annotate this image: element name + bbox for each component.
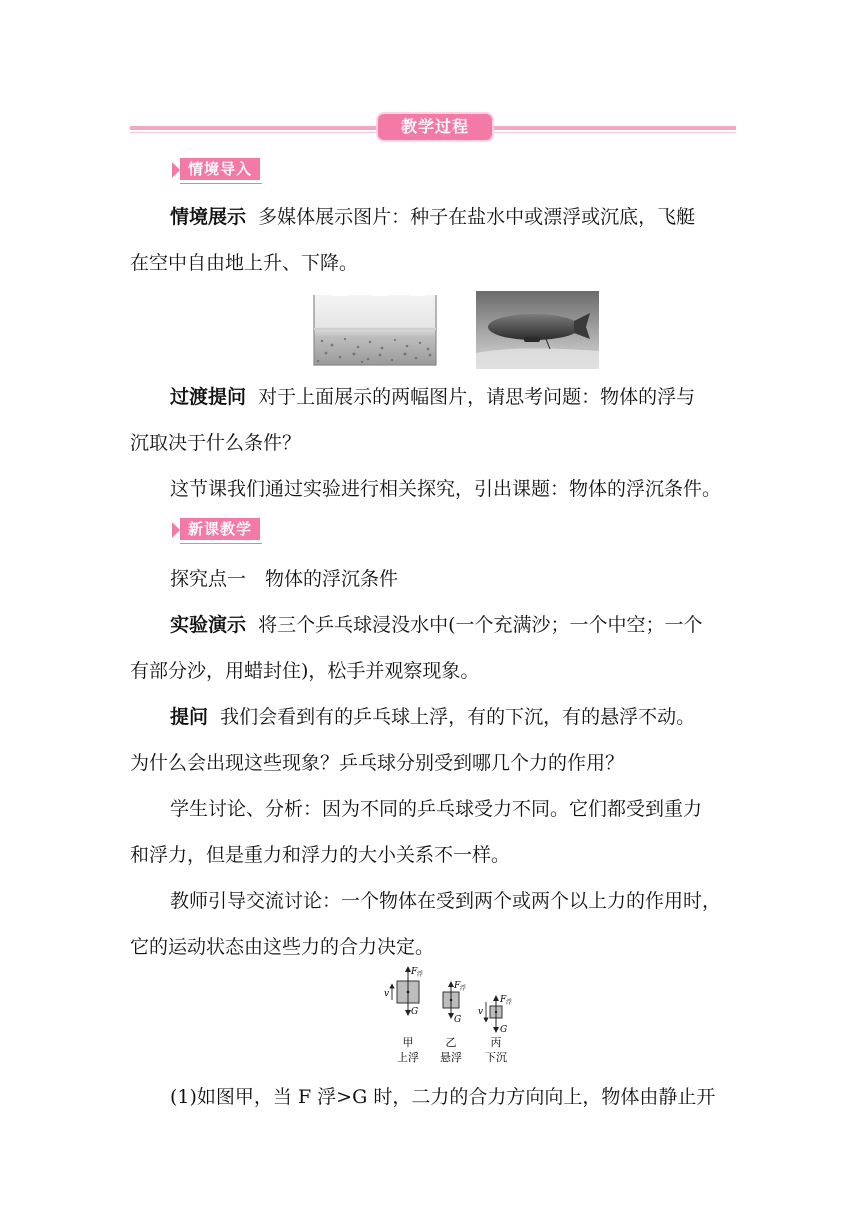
seeds-in-saltwater-image bbox=[310, 291, 440, 369]
velocity-label-a: v bbox=[384, 989, 390, 999]
section-tag-label: 情境导入 bbox=[180, 158, 260, 180]
force-down-label-c: G bbox=[500, 1025, 508, 1035]
force-up-sub-a: 浮 bbox=[417, 971, 424, 978]
buoyancy-force-diagram bbox=[380, 964, 520, 1068]
figure-caption-c: 下沉 bbox=[485, 1051, 507, 1064]
tag-underline bbox=[180, 183, 262, 184]
force-down-label-b: G bbox=[454, 1015, 462, 1025]
tag-underline bbox=[180, 543, 262, 544]
label-experiment: 实验演示 bbox=[170, 614, 247, 636]
velocity-label-c: v bbox=[478, 1007, 484, 1017]
header-rule-right bbox=[492, 126, 736, 130]
paragraph-experiment-cont: 有部分沙，用蜡封住)，松手并观察现象。 bbox=[130, 660, 480, 682]
force-up-sub-b: 浮 bbox=[460, 985, 467, 992]
section-tag-intro bbox=[172, 158, 262, 182]
paragraph-scenario bbox=[130, 198, 738, 236]
paragraph-discussion-cont: 和浮力，但是重力和浮力的大小关系不一样。 bbox=[130, 844, 511, 866]
paragraph-case-one: (1)如图甲，当 F 浮>G 时，二力的合力方向向上，物体由静止开 bbox=[170, 1086, 716, 1108]
paragraph-discussion: 学生讨论、分析：因为不同的乒乓球受力不同。它们都受到重力 bbox=[170, 798, 703, 820]
force-down-label-a: G bbox=[411, 1007, 419, 1017]
text-transition-a: 对于上面展示的两幅图片，请思考问题：物体的浮与 bbox=[258, 386, 696, 408]
tag-arrow-icon bbox=[172, 162, 180, 178]
paragraph-teacher: 教师引导交流讨论：一个物体在受到两个或两个以上力的作用时， bbox=[170, 890, 722, 912]
text-scenario-a: 多媒体展示图片：种子在盐水中或漂浮或沉底，飞艇 bbox=[258, 206, 696, 228]
header-rule-left bbox=[130, 126, 378, 130]
paragraph-transition-cont: 沉取决于什么条件？ bbox=[130, 432, 302, 454]
figure-label-c: 丙 bbox=[490, 1036, 502, 1049]
label-scenario: 情境展示 bbox=[170, 206, 247, 228]
paragraph-transition bbox=[130, 378, 738, 416]
paragraph-question-cont: 为什么会出现这些现象？乒乓球分别受到哪几个力的作用？ bbox=[130, 752, 625, 774]
section-header-badge: 教学过程 bbox=[378, 114, 492, 140]
tag-arrow-icon bbox=[172, 522, 180, 538]
text-question-a: 我们会看到有的乒乓球上浮，有的下沉，有的悬浮不动。 bbox=[220, 706, 696, 728]
section-tag-new bbox=[172, 518, 262, 542]
force-up-label-c: F bbox=[500, 995, 507, 1005]
airship-image bbox=[476, 291, 599, 369]
paragraph-question bbox=[130, 698, 738, 736]
label-transition: 过渡提问 bbox=[170, 386, 247, 408]
section-tag-label: 新课教学 bbox=[180, 518, 260, 540]
paragraph-scenario-cont: 在空中自由地上升、下降。 bbox=[130, 252, 359, 274]
figure-label-b: 乙 bbox=[445, 1036, 457, 1049]
force-up-label-b: F bbox=[454, 981, 461, 991]
label-question: 提问 bbox=[170, 706, 209, 728]
paragraph-topic: 这节课我们通过实验进行相关探究，引出课题：物体的浮沉条件。 bbox=[170, 478, 722, 500]
text-experiment-a: 将三个乒乓球浸没水中(一个充满沙；一个中空；一个 bbox=[258, 614, 703, 636]
paragraph-point-one: 探究点一 物体的浮沉条件 bbox=[170, 568, 399, 590]
header-rule-left-thin bbox=[130, 132, 378, 133]
force-up-sub-c: 浮 bbox=[506, 999, 513, 1006]
figure-label-a: 甲 bbox=[402, 1036, 414, 1049]
paragraph-teacher-cont: 它的运动状态由这些力的合力决定。 bbox=[130, 936, 435, 958]
figure-caption-a: 上浮 bbox=[397, 1051, 419, 1064]
header-rule-right-thin bbox=[492, 132, 736, 133]
force-up-label-a: F bbox=[411, 967, 418, 977]
figure-caption-b: 悬浮 bbox=[440, 1051, 462, 1064]
paragraph-experiment bbox=[130, 606, 738, 644]
